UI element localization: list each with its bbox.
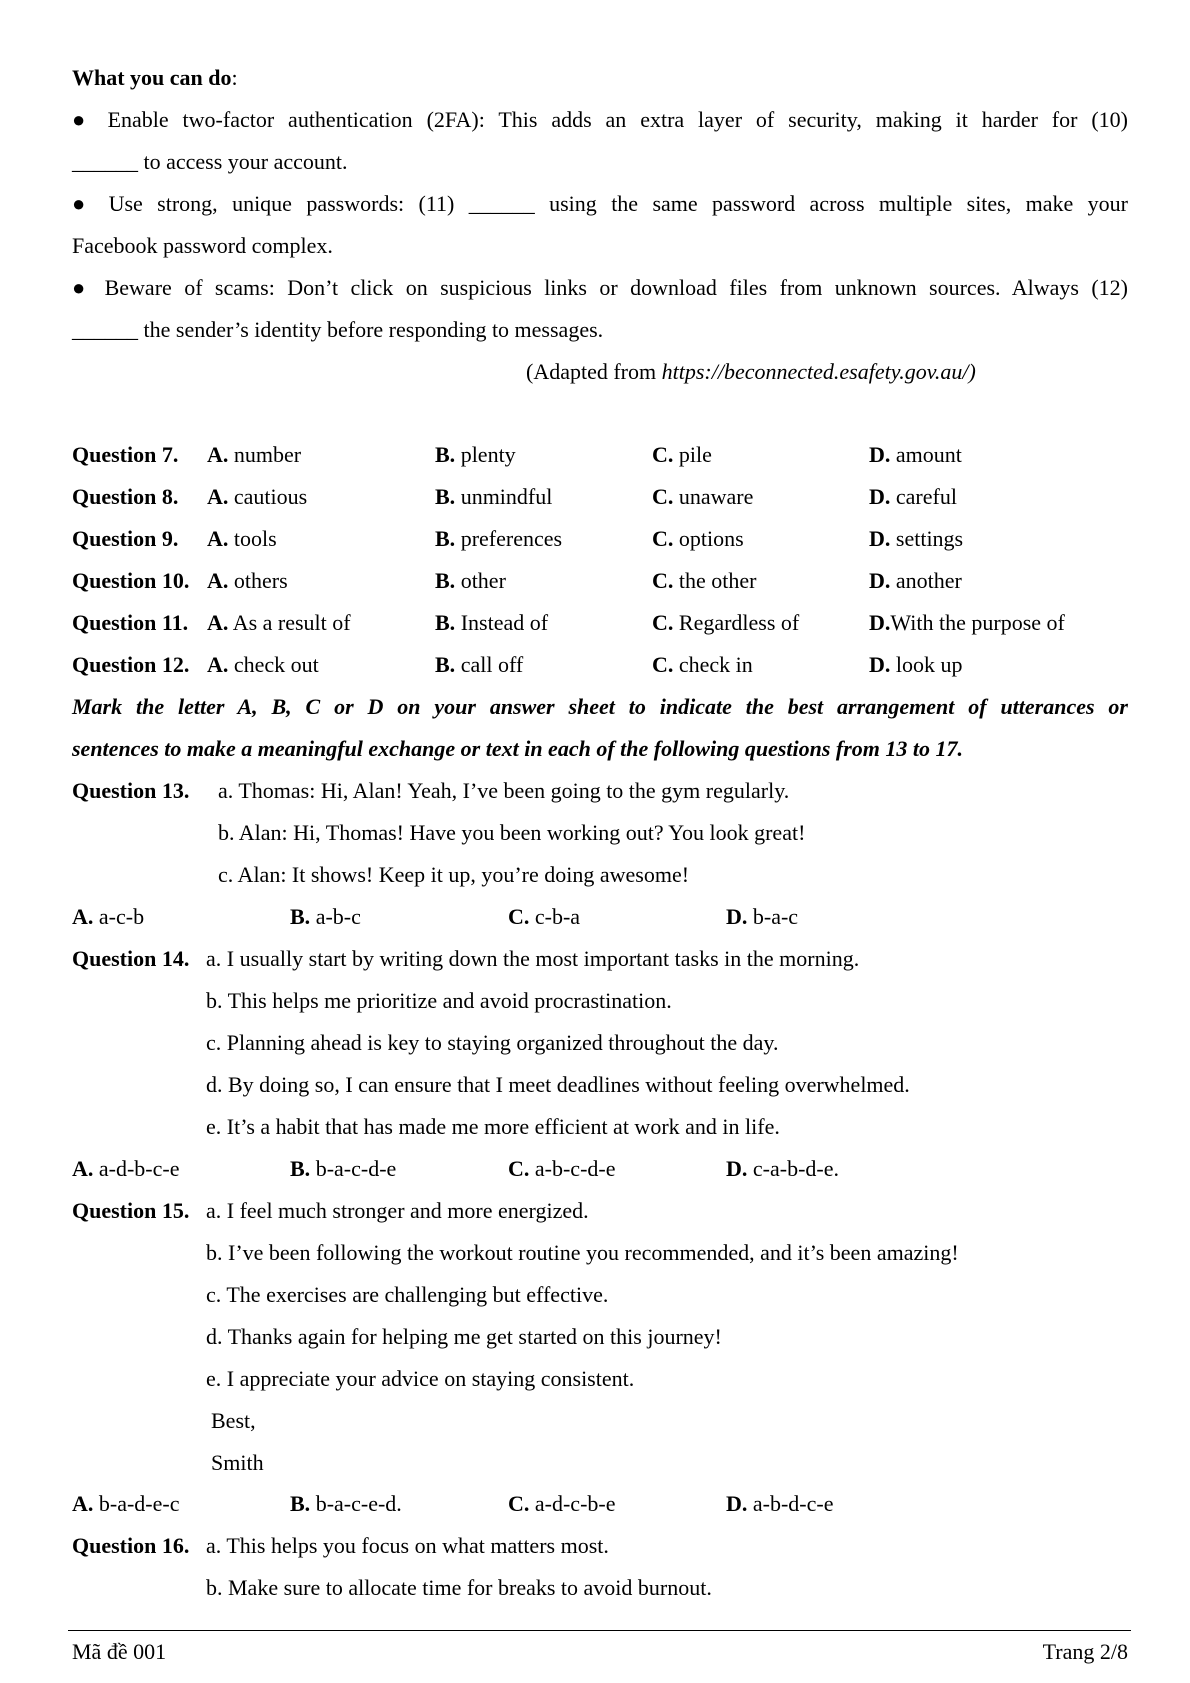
bullet-2fa-cont: ______ to access your account. — [72, 149, 348, 174]
option-c: C. Regardless of — [652, 610, 800, 635]
bullet-passwords-cont: Facebook password complex. — [72, 233, 333, 258]
sentence: b. Make sure to allocate time for breaks to avoid burnout. — [206, 1575, 712, 1600]
option-b: B. plenty — [435, 442, 516, 467]
utterance: c. Alan: It shows! Keep it up, you’re doing awesome! — [218, 862, 690, 887]
question-label: Question 14. — [72, 946, 190, 971]
option-a: A. cautious — [207, 484, 308, 509]
heading-colon: : — [231, 65, 238, 90]
option-c: C. unaware — [652, 484, 754, 509]
sentence: a. I usually start by writing down the most important tasks in the morning. — [206, 946, 860, 971]
question-label: Question 15. — [72, 1198, 190, 1223]
bullet-scams: ● Beware of scams: Don’t click on suspicious links or download files from unknown sources. Always (12) — [72, 275, 1128, 300]
section-heading — [72, 64, 238, 92]
option-b: B. unmindful — [435, 484, 553, 509]
sentence: c. The exercises are challenging but effective. — [206, 1282, 609, 1307]
question-label: Question 13. — [72, 778, 190, 803]
heading-text: What you can do — [72, 65, 232, 90]
sentence: b. This helps me prioritize and avoid procrastination. — [206, 988, 672, 1013]
option-d: D. careful — [869, 484, 957, 509]
source-url: https://beconnected.esafety.gov.au/) — [661, 359, 976, 384]
instruction-line-1: Mark the letter A, B, C or D on your answer sheet to indicate the best arrangement of utterances or — [72, 694, 1128, 719]
option-a: A. number — [207, 442, 302, 467]
page-number: Trang 2/8 — [1042, 1639, 1128, 1664]
sentence: e. It’s a habit that has made me more efficient at work and in life. — [206, 1114, 780, 1139]
option-b: B. b-a-c-e-d. — [290, 1491, 402, 1516]
footer-divider — [68, 1630, 1131, 1631]
exam-code: Mã đề 001 — [72, 1639, 167, 1664]
option-b: B. call off — [435, 652, 524, 677]
option-d: D. settings — [869, 526, 964, 551]
option-b: B. a-b-c — [290, 904, 361, 929]
sentence: c. Planning ahead is key to staying organized throughout the day. — [206, 1030, 779, 1055]
option-d: D. b-a-c — [726, 904, 799, 929]
letter-signature: Smith — [211, 1450, 264, 1475]
option-c: C. pile — [652, 442, 712, 467]
option-a: A. tools — [207, 526, 277, 551]
question-label: Question 10. — [72, 568, 190, 593]
letter-closing: Best, — [211, 1408, 256, 1433]
option-d: D. amount — [869, 442, 962, 467]
option-c: C. a-d-c-b-e — [508, 1491, 616, 1516]
option-a: A. b-a-d-e-c — [72, 1491, 180, 1516]
source-prefix: (Adapted from — [526, 359, 662, 384]
option-c: C. options — [652, 526, 744, 551]
sentence: a. I feel much stronger and more energized. — [206, 1198, 589, 1223]
option-a: A. check out — [207, 652, 319, 677]
question-label: Question 11. — [72, 610, 189, 635]
source-citation — [526, 358, 976, 386]
option-c: C. the other — [652, 568, 757, 593]
sentence: d. By doing so, I can ensure that I meet deadlines without feeling overwhelmed. — [206, 1072, 910, 1097]
option-a: A. a-d-b-c-e — [72, 1156, 180, 1181]
option-a: A. As a result of — [207, 610, 351, 635]
option-c: C. a-b-c-d-e — [508, 1156, 616, 1181]
question-label: Question 12. — [72, 652, 190, 677]
question-label: Question 9. — [72, 526, 179, 551]
option-b: B. Instead of — [435, 610, 549, 635]
option-a: A. a-c-b — [72, 904, 145, 929]
question-label: Question 7. — [72, 442, 179, 467]
utterance: b. Alan: Hi, Thomas! Have you been working out? You look great! — [218, 820, 806, 845]
sentence: a. This helps you focus on what matters most. — [206, 1533, 609, 1558]
option-c: C. c-b-a — [508, 904, 581, 929]
instruction-line-2: sentences to make a meaningful exchange or text in each of the following questions from 13 to 17. — [72, 736, 964, 761]
question-label: Question 16. — [72, 1533, 190, 1558]
option-d: D. c-a-b-d-e. — [726, 1156, 839, 1181]
bullet-passwords: ● Use strong, unique passwords: (11) ______ using the same password across multiple sites, make your — [72, 191, 1128, 216]
option-d: D.With the purpose of — [869, 610, 1065, 635]
option-c: C. check in — [652, 652, 753, 677]
utterance: a. Thomas: Hi, Alan! Yeah, I’ve been going to the gym regularly. — [218, 778, 790, 803]
bullet-2fa: ● Enable two-factor authentication (2FA): This adds an extra layer of security, making it harder for (10) — [72, 107, 1128, 132]
sentence: d. Thanks again for helping me get started on this journey! — [206, 1324, 722, 1349]
option-b: B. b-a-c-d-e — [290, 1156, 397, 1181]
option-b: B. preferences — [435, 526, 563, 551]
option-b: B. other — [435, 568, 506, 593]
bullet-scams-cont: ______ the sender’s identity before responding to messages. — [72, 317, 604, 342]
option-a: A. others — [207, 568, 288, 593]
option-d: D. another — [869, 568, 962, 593]
question-label: Question 8. — [72, 484, 179, 509]
option-d: D. look up — [869, 652, 963, 677]
sentence: e. I appreciate your advice on staying consistent. — [206, 1366, 635, 1391]
option-d: D. a-b-d-c-e — [726, 1491, 834, 1516]
sentence: b. I’ve been following the workout routine you recommended, and it’s been amazing! — [206, 1240, 959, 1265]
